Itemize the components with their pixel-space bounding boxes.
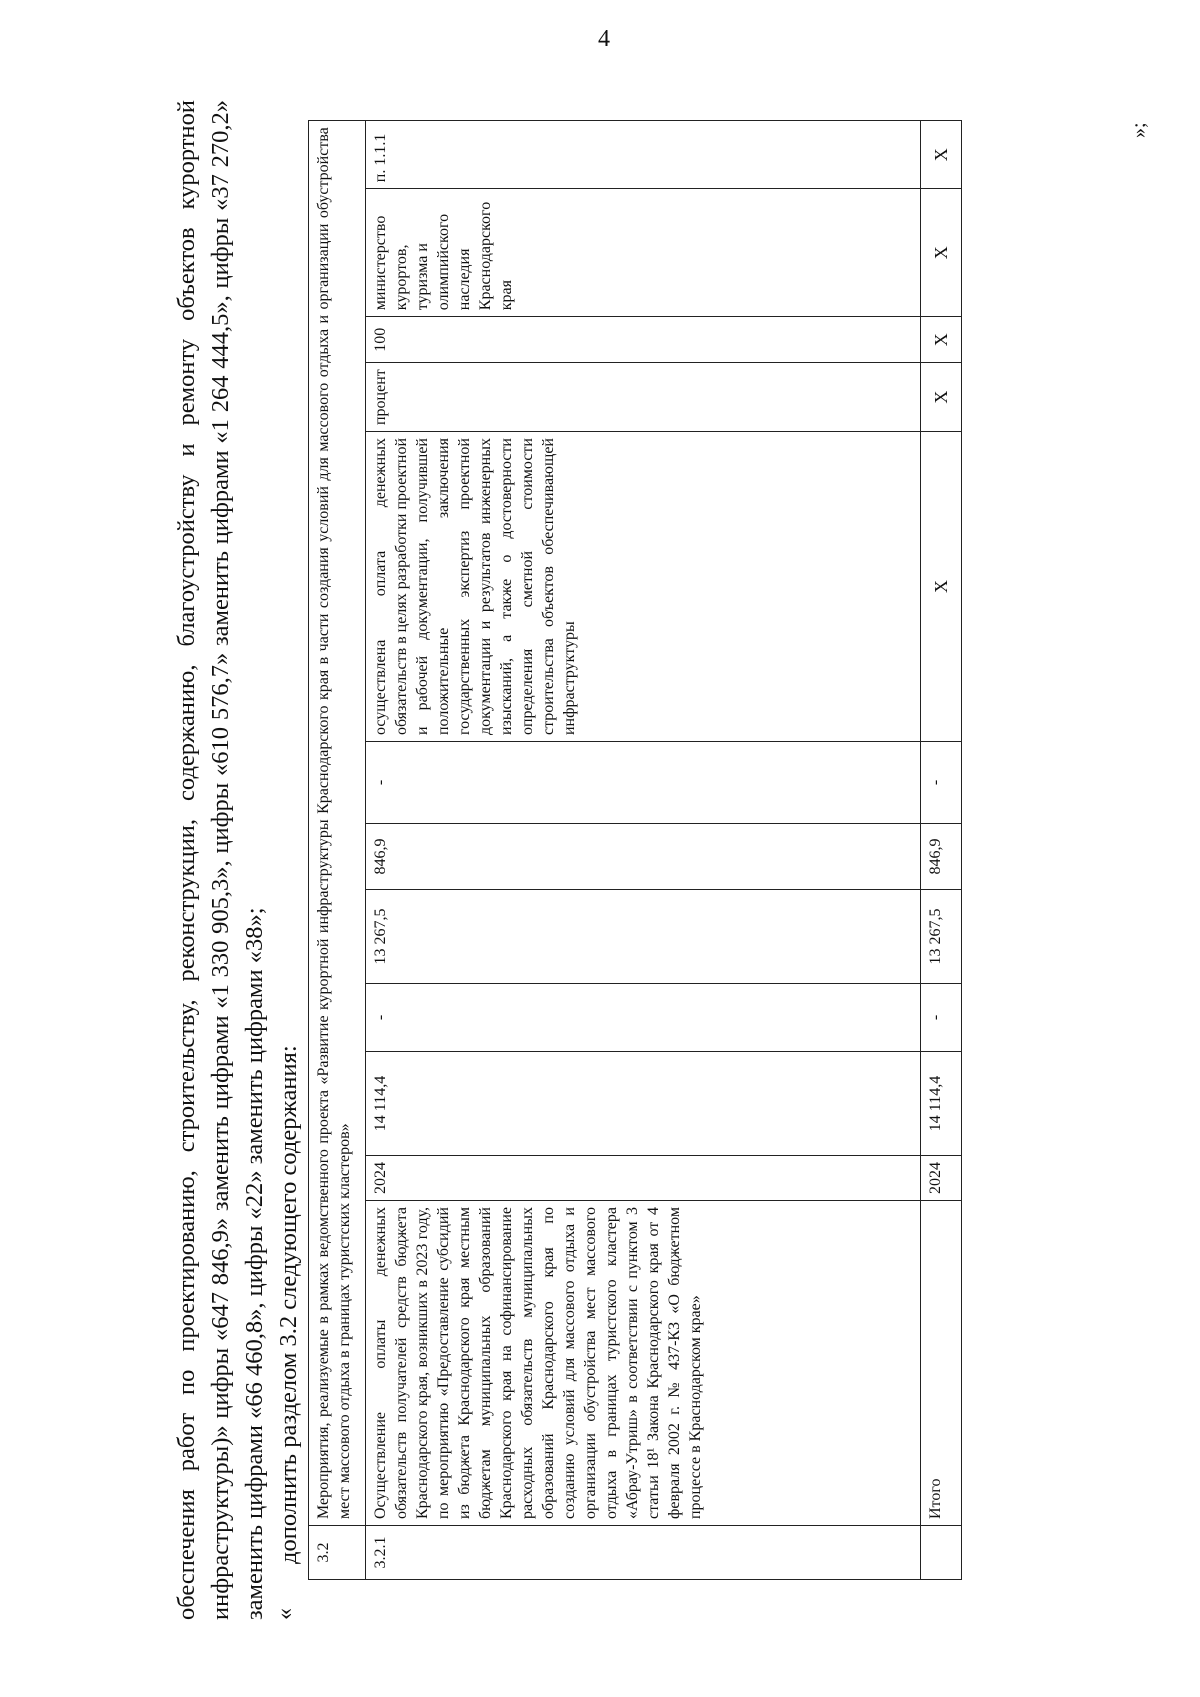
total-executor: X [921, 189, 962, 317]
close-quote: »; [1128, 122, 1150, 138]
total-label: Итого [921, 1201, 962, 1526]
intro-paragraph: обеспечения работ по проектированию, строительству, реконструкции, содержанию, благоустройству и ремонту объектов курортной инфраструктуры)» цифры «647 846,9» заменить цифрами «1 330 905,3», цифры «610 576,7» заменить цифрами «1 264 444,5», цифры «37 270,2» заменить цифрами «66 460,8», цифры «22» заменить цифрами «38»; [173, 100, 268, 1620]
total-value: X [921, 317, 962, 363]
total-sum: 14 114,4 [921, 1052, 962, 1156]
total-local: 846,9 [921, 824, 962, 890]
total-row [921, 121, 962, 1580]
row-executor: министерство курортов, туризма и олимпийского наследия Краснодарского края [366, 189, 921, 317]
intro-text [170, 100, 306, 1620]
row-value: 100 [366, 317, 921, 363]
section-number: 3.2 [309, 1526, 366, 1580]
total-regional: 13 267,5 [921, 890, 962, 984]
rotated-content [170, 100, 1150, 1620]
row-regional: 13 267,5 [366, 890, 921, 984]
row-other: - [366, 742, 921, 824]
row-total: 14 114,4 [366, 1052, 921, 1156]
table-row [366, 121, 921, 1580]
row-local: 846,9 [366, 824, 921, 890]
section-header-row [309, 121, 366, 1580]
intro-addition: дополнить разделом 3.2 следующего содержания: [275, 1045, 302, 1564]
row-federal: - [366, 984, 921, 1052]
total-empty-cell [921, 1526, 962, 1580]
measures-table [308, 120, 962, 1580]
section-title: Мероприятия, реализуемые в рамках ведомственного проекта «Развитие курортной инфраструктуры Краснодарского края в части создания условий для массового отдыха и организации обустройства мест массового отдыха в границах туристских кластеров» [309, 121, 366, 1526]
total-other: - [921, 742, 962, 824]
row-name: Осуществление оплаты денежных обязательств получателей средств бюджета Краснодарского края, возникших в 2023 году, по мероприятию «Предоставление субсидий из бюджета Краснодарского края местным бюджетам муниципальных образований Краснодарского края на софинансирование расходных обязательств муниципальных образований Краснодарского края по созданию условий для массового отдыха и организации обустройства мест массового отдыха в границах туристского кластера «Абрау-Утриш» в соответствии с пунктом 3 статьи 18¹ Закона Краснодарского края от 4 февраля 2002 г. № 437-КЗ «О бюджетном процессе в Краснодарском крае» [366, 1201, 921, 1526]
row-reference: п. 1.1.1 [366, 121, 921, 189]
total-federal: - [921, 984, 962, 1052]
total-year: 2024 [921, 1156, 962, 1201]
row-number: 3.2.1 [366, 1526, 921, 1580]
page-number: 4 [598, 26, 610, 52]
total-result: X [921, 432, 962, 742]
total-reference: X [921, 121, 962, 189]
row-year: 2024 [366, 1156, 921, 1201]
row-unit: процент [366, 363, 921, 432]
row-result: осуществлена оплата денежных обязательств в целях разработки проектной и рабочей документации, получившей положительные заключения государственных экспертиз проектной документации и результатов инженерных изысканий, а также о достоверности определения сметной стоимости строительства объектов обеспечивающей инфраструктуры [366, 432, 921, 742]
open-quote: « [272, 1608, 298, 1620]
total-unit: X [921, 363, 962, 432]
